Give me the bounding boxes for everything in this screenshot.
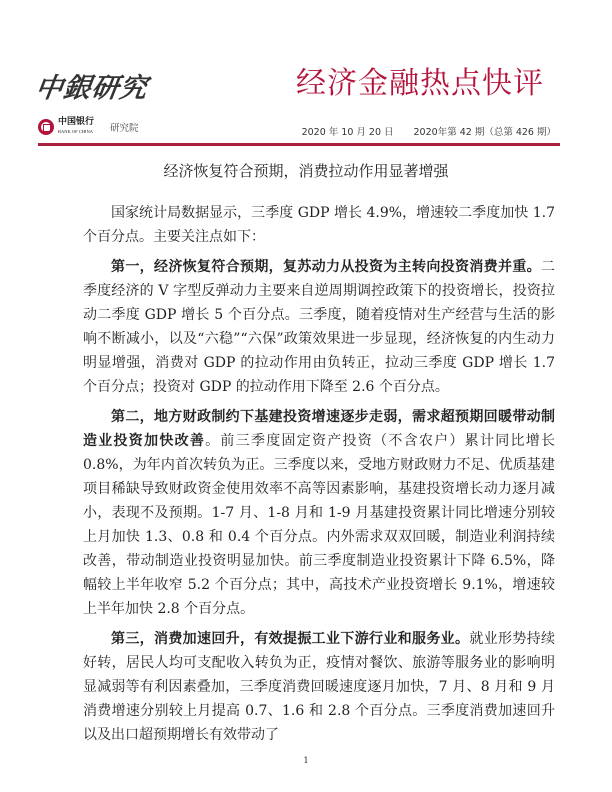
paragraph-intro	[83, 201, 555, 249]
paragraph-text: 国家统计局数据显示，三季度 GDP 增长 4.9%，增速较二季度加快 1.7 个百分点。主要关注点如下：	[83, 205, 555, 245]
paragraph-text: 就业形势持续好转，居民人均可支配收入转负为正，疫情对餐饮、旅游等服务业的影响明显减弱等有利因素叠加，三季度消费回暖速度逐月加快，7 月、8 月和 9 月消费增速分别较上月提高 0.7、1.6 和 2.8 个百分点。三季度消费加速回升以及出口超预期增长有效带动了	[83, 631, 556, 743]
paragraph-point-3	[83, 627, 555, 747]
paragraph-point-1	[83, 255, 555, 399]
page-number: 1	[303, 756, 309, 765]
brand-calligraphy-logo: 中銀研究	[33, 73, 150, 104]
paragraph-point-2	[83, 405, 555, 621]
header-divider	[38, 143, 560, 146]
report-date: 2020 年 10 月 20 日	[301, 127, 394, 138]
paragraph-text: 。前三季度固定资产投资（不含农户）累计同比增长 0.8%，为年内首次转负为正。三季度以来，受地方财政财力不足、优质基建项目稀缺导致财政资金使用效率不高等因素影响，基建投资增长动力逐月减小，表现不及预期。1-7 月、1-8 月和 1-9 月基建投资累计同比增速分别较上月加快 1.3、0.8 和 0.4 个百分点。内外需求双双回暖，制造业利润持续改善，带动制造业投资明显加快。前三季度制造业投资累计下降 6.5%，降幅较上半年收窄 5.2 个百分点；其中，高技术产业投资增长 9.1%，增速较上半年加快 2.8 个百分点。	[83, 433, 556, 617]
bank-of-china-icon	[38, 119, 54, 135]
paragraph-lead: 第三，消费加速回升，有效提振工业下游行业和服务业。	[111, 631, 470, 647]
paragraph-text: 二季度经济的 V 字型反弹动力主要来自逆周期调控政策下的投资增长，投资拉动二季度 GDP 增长 5 个百分点。三季度，随着疫情对生产经营与生活的影响不断减小，以及“六稳”“六保”政策效果进一步显现，经济恢复的内生动力明显增强，消费对 GDP 的拉动作用由负转正，拉动三季度 GDP 增长 1.7 个百分点；投资对 GDP 的拉动作用下降至 2.6 个百分点。	[83, 259, 555, 395]
bank-logo	[38, 118, 139, 136]
institute-label: 研究院	[110, 123, 139, 134]
issue-number: 2020年第 42 期（总第 426 期）	[413, 127, 556, 138]
dateline	[302, 124, 556, 138]
bank-name	[58, 118, 94, 136]
paragraph-lead: 第一，经济恢复符合预期，复苏动力从投资为主转向投资消费并重。	[111, 259, 541, 275]
document-title: 经济恢复符合预期，消费拉动作用显著增强	[163, 162, 449, 180]
bank-name-cn: 中国银行	[58, 117, 95, 127]
bank-name-en: BANK OF CHINA	[58, 129, 94, 134]
report-series-title: 经济金融热点快评	[296, 66, 544, 101]
document-body	[83, 201, 555, 753]
paragraph-lead: 第二，地方财政制约下基建投资增速逐步走弱，需求超预期回暖带动制造业投资加快改善	[83, 409, 555, 449]
